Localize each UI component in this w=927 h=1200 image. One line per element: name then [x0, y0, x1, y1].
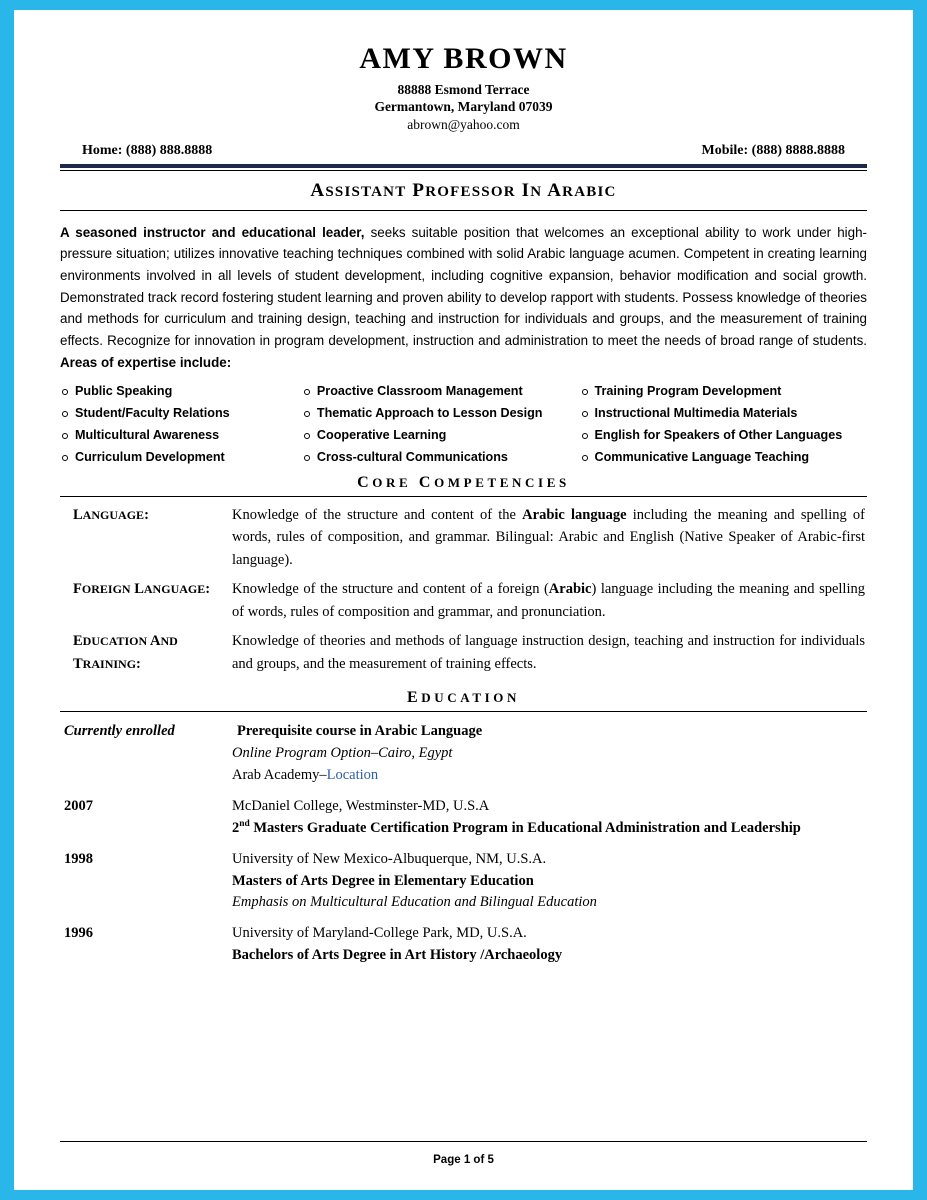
competency-text-before: Knowledge of the structure and content of the [232, 506, 523, 523]
email-address: abrown@yahoo.com [407, 116, 520, 132]
list-item: Communicative Language Teaching [580, 450, 868, 465]
list-item: English for Speakers of Other Languages [580, 428, 868, 443]
page-number: Page 1 of 5 [433, 1154, 494, 1166]
education-institution: McDaniel College, Westminster-MD, U.S.A [232, 797, 490, 814]
list-item: Cross-cultural Communications [302, 450, 580, 465]
list-item: Training Program Development [580, 384, 868, 399]
competency-text-after: ) language including the meaning and spelling of words, rules of composition and grammar, and pronunciation. [232, 581, 865, 620]
competency-row [60, 504, 867, 571]
list-item: Proactive Classroom Management [302, 384, 580, 399]
education-details [232, 849, 867, 914]
competency-row [60, 630, 867, 675]
education-year: 2007 [64, 797, 93, 814]
page-title: AMY BROWN [359, 42, 568, 75]
competency-text [232, 578, 867, 623]
education-emphasis: Emphasis on Multicultural Education and Bilingual Education [232, 894, 597, 911]
section-heading-core-competencies: CORE COMPETENCIES [357, 473, 570, 491]
education-degree: Masters of Arts Degree in Elementary Education [232, 872, 534, 889]
competency-text-before: Knowledge of theories and methods of language instruction design, teaching and instruction for individuals and groups, and the measurement of training effects. [232, 633, 865, 672]
list-item: Curriculum Development [60, 450, 302, 465]
education-program: Prerequisite course in Arabic Language [237, 723, 483, 740]
list-item: Multicultural Awareness [60, 428, 302, 443]
contact-row [60, 143, 867, 162]
competency-text-after: including the meaning and spelling of words, rules of composition, and grammar. Bilingual: Arabic and English (Native Speaker of Arabic-first language). [232, 506, 865, 568]
list-item: Thematic Approach to Lesson Design [302, 406, 580, 421]
title-divider [60, 210, 867, 211]
job-title: ASSISTANT PROFESSOR IN ARABIC [310, 179, 617, 201]
list-item: Student/Faculty Relations [60, 406, 302, 421]
education-institution: University of Maryland-College Park, MD, U.S.A. [232, 925, 527, 942]
education-degree: Bachelors of Arts Degree in Art History /Archaeology [232, 946, 563, 963]
summary-body: seeks suitable position that welcomes an exceptional ability to work under high-pressure situation; utilizes innovative teaching techniques combined with solid Arabic language acumen. Competent in creating learning environments involved in all levels of student development, including cognitive expansion, behavior modification and social growth. Demonstrated track record fostering student learning and proven ability to develop rapport with students. Possess knowledge of theories and methods for curriculum and training design, teaching and instruction for individuals and groups, and the measurement of training effects. Recognize for innovation in program development, instruction and administration to meet the needs of broad range of students. [60, 224, 867, 349]
education-section [60, 689, 867, 966]
address-line-1: 88888 Esmond Terrace [397, 82, 530, 97]
education-institution: University of New Mexico-Albuquerque, NM, U.S.A. [232, 850, 547, 867]
competency-text [232, 630, 867, 675]
education-details [232, 721, 867, 786]
core-competencies-divider [60, 496, 867, 497]
education-degree: 2nd Masters Graduate Certification Program in Educational Administration and Leadership [232, 819, 801, 837]
expertise-column-2 [302, 384, 580, 472]
education-divider [60, 711, 867, 712]
competency-label: FOREIGN LANGUAGE: [73, 581, 211, 598]
header-divider-thick [60, 164, 867, 168]
expertise-column-1 [60, 384, 302, 472]
expertise-column-3 [580, 384, 868, 472]
competency-label: LANGUAGE: [73, 506, 149, 523]
education-entry [60, 796, 867, 840]
summary-tail: Areas of expertise include: [60, 354, 232, 370]
address-line-2: Germantown, Maryland 07039 [374, 98, 553, 114]
home-phone: Home: (888) 888.8888 [82, 142, 213, 158]
education-details [232, 923, 867, 967]
competency-row [60, 578, 867, 623]
competency-label: EDUCATION AND TRAINING: [73, 633, 178, 672]
list-item: Cooperative Learning [302, 428, 580, 443]
footer-divider [60, 1141, 867, 1142]
list-item: Instructional Multimedia Materials [580, 406, 868, 421]
summary-lead: A seasoned instructor and educational leader, [60, 224, 365, 240]
competency-text-bold: Arabic [548, 581, 592, 598]
education-entry [60, 849, 867, 914]
education-entry [60, 923, 867, 967]
resume-sheet [14, 10, 913, 1190]
competency-text-before: Knowledge of the structure and content of a foreign ( [232, 581, 549, 598]
education-entry [60, 721, 867, 786]
section-heading-education: EDUCATION [407, 689, 520, 707]
education-location-link[interactable]: Location [326, 766, 379, 783]
areas-of-expertise [60, 384, 867, 472]
competency-text [232, 504, 867, 571]
mobile-phone: Mobile: (888) 8888.8888 [701, 142, 845, 158]
education-institution-name: Arab Academy– [232, 766, 327, 783]
education-year: 1996 [64, 925, 93, 942]
education-year: 1998 [64, 850, 93, 867]
list-item: Public Speaking [60, 384, 302, 399]
education-details [232, 796, 867, 840]
professional-summary [60, 222, 867, 374]
education-year: Currently enrolled [64, 723, 175, 740]
competency-text-bold: Arabic language [522, 506, 627, 523]
education-option: Online Program Option–Cairo, Egypt [232, 745, 453, 762]
education-institution [232, 765, 867, 787]
